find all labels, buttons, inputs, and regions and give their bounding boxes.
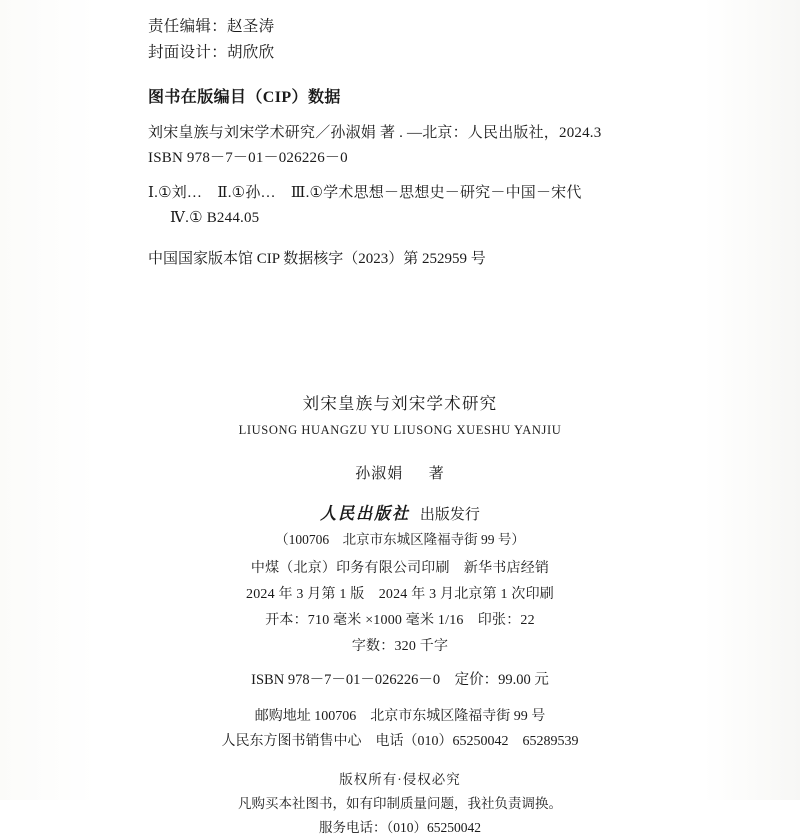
author-name: 孙淑娟 xyxy=(355,466,404,482)
service-phone-line: 服务电话：（010）65250042 xyxy=(319,819,481,835)
colophon-block xyxy=(0,392,800,840)
mail-order-group xyxy=(0,704,800,754)
rights-group xyxy=(0,768,800,840)
printer-line: 中煤（北京）印务有限公司印刷 新华书店经销 xyxy=(250,560,550,576)
publisher-logo: 人民出版社 xyxy=(320,505,411,523)
quality-guarantee-line: 凡购买本社图书，如有印制质量问题，我社负责调换。 xyxy=(238,795,562,811)
isbn-price-line: ISBN 978－7－01－026226－0 定价：99.00 元 xyxy=(251,671,549,688)
cip-class-line-2: Ⅳ.① B244.05 xyxy=(170,210,260,226)
book-title: 刘宋皇族与刘宋学术研究 xyxy=(302,394,498,413)
cip-verification-number: 中国国家版本馆 CIP 数据核字（2023）第 252959 号 xyxy=(148,251,486,267)
mail-order-address: 邮购地址 100706 北京市东城区隆福寺街 99 号 xyxy=(254,708,546,724)
credit-editor: 责任编辑：赵圣涛 xyxy=(148,18,275,35)
cip-heading: 图书在版编目（CIP）数据 xyxy=(148,89,341,106)
cip-classification xyxy=(148,181,618,231)
credit-cover-designer: 封面设计：胡欣欣 xyxy=(148,44,275,61)
sales-center-line: 人民东方图书销售中心 电话（010）65250042 65289539 xyxy=(221,733,579,749)
cip-entry-isbn: ISBN 978－7－01－026226－0 xyxy=(148,150,348,166)
rights-reserved-line: 版权所有·侵权必究 xyxy=(339,771,461,787)
copyright-top-block xyxy=(148,14,618,272)
edition-line: 2024 年 3 月第 1 版 2024 年 3 月北京第 1 次印刷 xyxy=(246,586,554,602)
publisher-line xyxy=(0,503,800,526)
cip-entry xyxy=(148,121,618,171)
format-line: 开本：710 毫米 ×1000 毫米 1/16 印张：22 xyxy=(265,612,535,628)
cip-class-line-1: Ⅰ.①刘… Ⅱ.①孙… Ⅲ.①学术思想－思想史－研究－中国－宋代 xyxy=(148,185,582,201)
publisher-address: （100706 北京市东城区隆福寺街 99 号） xyxy=(275,531,525,547)
cip-entry-line-1: 刘宋皇族与刘宋学术研究／孙淑娟 著 . —北京：人民出版社，2024.3 xyxy=(148,125,602,141)
author-line xyxy=(0,462,800,483)
book-title-pinyin: LIUSONG HUANGZU YU LIUSONG XUESHU YANJIU xyxy=(238,423,562,437)
wordcount-line: 字数：320 千字 xyxy=(351,638,449,654)
author-role: 著 xyxy=(428,466,445,482)
publisher-suffix: 出版发行 xyxy=(419,506,480,523)
